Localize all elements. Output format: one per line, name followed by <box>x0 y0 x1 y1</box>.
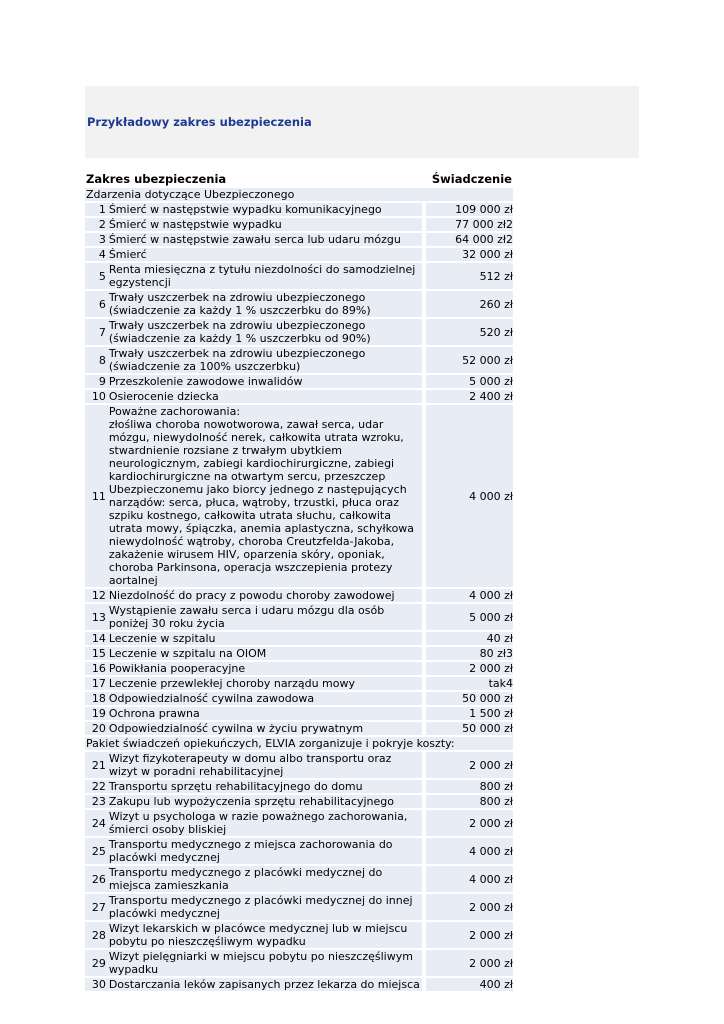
row-number: 20 <box>85 722 108 735</box>
row-amount: 520 zł <box>426 319 513 345</box>
row-amount: 2 000 zł <box>426 950 513 976</box>
row-amount: 109 000 zł <box>426 203 513 216</box>
row-description: Śmierć <box>108 248 426 261</box>
row-description: Trwały uszczerbek na zdrowiu ubezpieczonego (świadczenie za każdy 1 % uszczerbku do 89%) <box>108 291 426 317</box>
row-number: 19 <box>85 707 108 720</box>
row-amount: 4 000 zł <box>426 838 513 864</box>
row-description: Zakupu lub wypożyczenia sprzętu rehabilitacyjnego <box>108 795 426 808</box>
row-number: 29 <box>85 950 108 976</box>
table-row <box>85 677 513 690</box>
row-number: 13 <box>85 604 108 630</box>
row-number: 8 <box>85 347 108 373</box>
row-number: 30 <box>85 978 108 991</box>
row-description: Osierocenie dziecka <box>108 390 426 403</box>
table-row <box>85 319 513 345</box>
table-row <box>85 604 513 630</box>
row-number: 1 <box>85 203 108 216</box>
table-row <box>85 780 513 793</box>
row-description: Trwały uszczerbek na zdrowiu ubezpieczonego (świadczenie za 100% uszczerbku) <box>108 347 426 373</box>
row-number: 7 <box>85 319 108 345</box>
row-number: 25 <box>85 838 108 864</box>
row-amount: 40 zł <box>426 632 513 645</box>
row-amount: 52 000 zł <box>426 347 513 373</box>
row-description: Niezdolność do pracy z powodu choroby zawodowej <box>108 589 426 602</box>
table-row <box>85 795 513 808</box>
row-description: Odpowiedzialność cywilna zawodowa <box>108 692 426 705</box>
row-amount: 2 000 zł <box>426 922 513 948</box>
row-number: 23 <box>85 795 108 808</box>
row-amount: 5 000 zł <box>426 375 513 388</box>
row-description: Wizyt lekarskich w placówce medycznej lub w miejscu pobytu po nieszczęśliwym wypadku <box>108 922 426 948</box>
row-number: 27 <box>85 894 108 920</box>
row-amount: 800 zł <box>426 780 513 793</box>
table-row <box>85 752 513 778</box>
row-amount: 260 zł <box>426 291 513 317</box>
table-row <box>85 866 513 892</box>
row-number: 12 <box>85 589 108 602</box>
table-row <box>85 950 513 976</box>
row-number: 16 <box>85 662 108 675</box>
row-description: Wizyt fizykoterapeuty w domu albo transportu oraz wizyt w poradni rehabilitacyjnej <box>108 752 426 778</box>
row-description: Leczenie w szpitalu <box>108 632 426 645</box>
row-amount: 4 000 zł <box>426 589 513 602</box>
row-description: Trwały uszczerbek na zdrowiu ubezpieczonego (świadczenie za każdy 1 % uszczerbku od 90%) <box>108 319 426 345</box>
row-amount: tak4 <box>426 677 513 690</box>
section-row <box>85 188 513 201</box>
row-number: 5 <box>85 263 108 289</box>
table-row <box>85 375 513 388</box>
row-amount: 50 000 zł <box>426 722 513 735</box>
table-row <box>85 589 513 602</box>
row-number: 6 <box>85 291 108 317</box>
table-row <box>85 810 513 836</box>
row-number: 14 <box>85 632 108 645</box>
row-amount: 400 zł <box>426 978 513 991</box>
row-amount: 77 000 zł2 <box>426 218 513 231</box>
section-label: Pakiet świadczeń opiekuńczych, ELVIA zorganizuje i pokryje koszty: <box>85 737 513 750</box>
row-number: 3 <box>85 233 108 246</box>
row-amount: 4 000 zł <box>426 405 513 587</box>
section-row <box>85 737 513 750</box>
row-description: Leczenie w szpitalu na OIOM <box>108 647 426 660</box>
row-number: 4 <box>85 248 108 261</box>
row-number: 26 <box>85 866 108 892</box>
table-body <box>85 188 513 991</box>
row-amount: 2 000 zł <box>426 894 513 920</box>
row-number: 24 <box>85 810 108 836</box>
row-amount: 5 000 zł <box>426 604 513 630</box>
table-row <box>85 218 513 231</box>
row-amount: 1 500 zł <box>426 707 513 720</box>
row-amount: 80 zł3 <box>426 647 513 660</box>
row-description: Odpowiedzialność cywilna w życiu prywatnym <box>108 722 426 735</box>
table-row <box>85 978 513 991</box>
column-header-scope: Zakres ubezpieczenia <box>85 172 426 186</box>
row-amount: 2 000 zł <box>426 752 513 778</box>
row-amount: 64 000 zł2 <box>426 233 513 246</box>
insurance-table <box>85 170 513 993</box>
row-description: Przeszkolenie zawodowe inwalidów <box>108 375 426 388</box>
table-row <box>85 922 513 948</box>
row-number: 17 <box>85 677 108 690</box>
table-row <box>85 291 513 317</box>
table-row <box>85 233 513 246</box>
row-description: Transportu medycznego z miejsca zachorowania do placówki medycznej <box>108 838 426 864</box>
row-description: Poważne zachorowania: złośliwa choroba nowotworowa, zawał serca, udar mózgu, niewydolność nerek, całkowita utrata wzroku, stwardnienie rozsiane z trwałym ubytkiem neurologicznym, zabiegi kardiochirurgiczne, zabiegi kardiochirurgiczne na otwartym sercu, przeszczep Ubezpieczonemu jako biorcy jednego z następujących narządów: serca, płuca, wątroby, trzustki, płuca oraz szpiku kostnego, całkowita utrata słuchu, całkowita utrata mowy, śpiączka, anemia aplastyczna, schyłkowa niewydolność wątroby, choroba Creutzfelda-Jakoba, zakażenie wirusem HIV, oparzenia skóry, oponiak, choroba Parkinsona, operacja wszczepienia protezy aortalnej <box>108 405 426 587</box>
row-description: Ochrona prawna <box>108 707 426 720</box>
table-row <box>85 347 513 373</box>
header-banner <box>85 86 639 158</box>
table-row <box>85 632 513 645</box>
table-row <box>85 203 513 216</box>
row-number: 9 <box>85 375 108 388</box>
row-description: Renta miesięczna z tytułu niezdolności do samodzielnej egzystencji <box>108 263 426 289</box>
row-amount: 2 400 zł <box>426 390 513 403</box>
row-description: Wizyt u psychologa w razie poważnego zachorowania, śmierci osoby bliskiej <box>108 810 426 836</box>
row-description: Transportu medycznego z placówki medycznej do innej placówki medycznej <box>108 894 426 920</box>
row-description: Transportu sprzętu rehabilitacyjnego do domu <box>108 780 426 793</box>
table-row <box>85 894 513 920</box>
table-header-row <box>85 172 513 186</box>
table-row <box>85 662 513 675</box>
table-row <box>85 722 513 735</box>
row-description: Śmierć w następstwie wypadku komunikacyjnego <box>108 203 426 216</box>
row-amount: 32 000 zł <box>426 248 513 261</box>
row-amount: 800 zł <box>426 795 513 808</box>
row-description: Wizyt pielęgniarki w miejscu pobytu po nieszczęśliwym wypadku <box>108 950 426 976</box>
row-number: 18 <box>85 692 108 705</box>
table-row <box>85 707 513 720</box>
row-number: 2 <box>85 218 108 231</box>
row-amount: 2 000 zł <box>426 810 513 836</box>
row-amount: 2 000 zł <box>426 662 513 675</box>
table-row <box>85 838 513 864</box>
page-title: Przykładowy zakres ubezpieczenia <box>87 115 312 129</box>
row-number: 11 <box>85 405 108 587</box>
section-label: Zdarzenia dotyczące Ubezpieczonego <box>85 188 513 201</box>
row-amount: 50 000 zł <box>426 692 513 705</box>
row-number: 21 <box>85 752 108 778</box>
row-description: Śmierć w następstwie wypadku <box>108 218 426 231</box>
row-description: Transportu medycznego z placówki medycznej do miejsca zamieszkania <box>108 866 426 892</box>
table-row <box>85 248 513 261</box>
row-description: Powikłania pooperacyjne <box>108 662 426 675</box>
row-amount: 512 zł <box>426 263 513 289</box>
row-amount: 4 000 zł <box>426 866 513 892</box>
table-row <box>85 647 513 660</box>
row-number: 10 <box>85 390 108 403</box>
row-number: 15 <box>85 647 108 660</box>
row-description: Dostarczania leków zapisanych przez lekarza do miejsca <box>108 978 426 991</box>
table-row <box>85 390 513 403</box>
row-description: Wystąpienie zawału serca i udaru mózgu dla osób poniżej 30 roku życia <box>108 604 426 630</box>
row-description: Leczenie przewlekłej choroby narządu mowy <box>108 677 426 690</box>
row-number: 28 <box>85 922 108 948</box>
column-header-benefit: Świadczenie <box>426 172 513 186</box>
table-row <box>85 263 513 289</box>
row-number: 22 <box>85 780 108 793</box>
row-description: Śmierć w następstwie zawału serca lub udaru mózgu <box>108 233 426 246</box>
table-row <box>85 405 513 587</box>
table-row <box>85 692 513 705</box>
